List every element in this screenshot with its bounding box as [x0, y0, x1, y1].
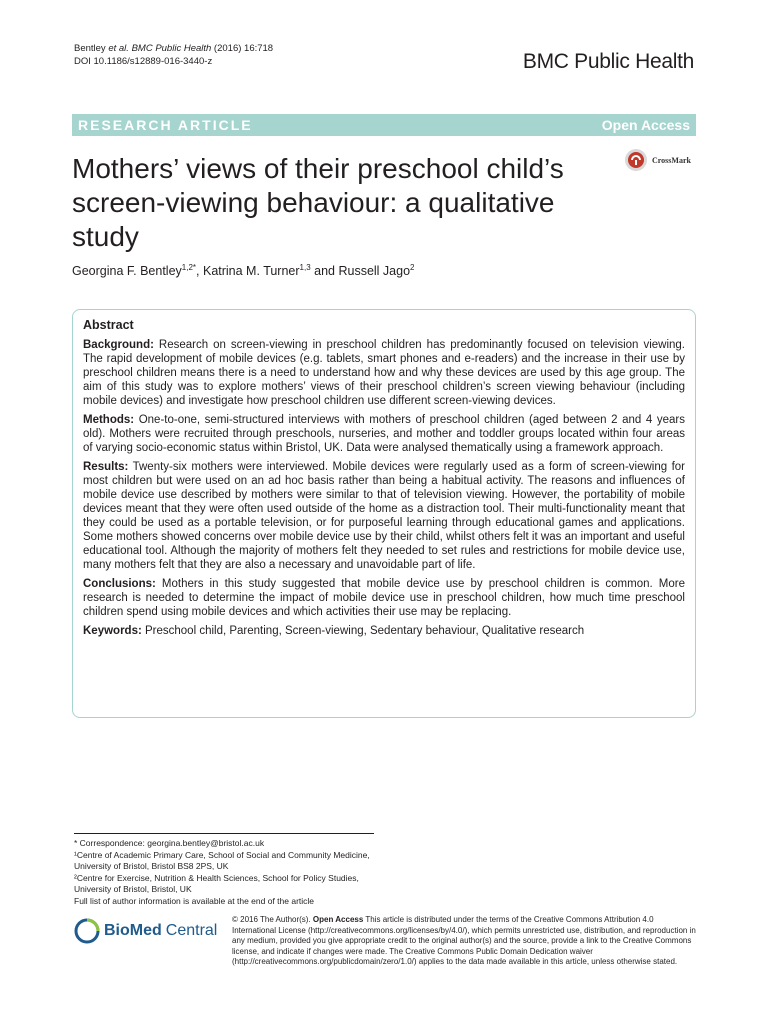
- section-label: Conclusions:: [83, 578, 156, 590]
- article-type-banner: [72, 114, 696, 136]
- author-info-note: Full list of author information is available at the end of the article: [74, 895, 315, 906]
- correspondence: * Correspondence: georgina.bentley@bristol.ac.uk: [74, 838, 265, 848]
- abstract-box: [72, 309, 696, 718]
- author-1: Georgina F. Bentley: [72, 264, 182, 279]
- cite-journal: et al. BMC Public Health: [108, 43, 212, 54]
- crossmark-label: CrossMark: [652, 155, 691, 165]
- journal-name: BMC Public Health: [522, 50, 694, 73]
- publisher-bio: BioMed: [104, 922, 162, 939]
- open-access-label: Open Access: [601, 117, 690, 133]
- section-label: Results:: [83, 461, 129, 473]
- section-text: Twenty-six mothers were interviewed. Mobile devices were regularly used as a form of screen-viewing for most children but were used on an ad hoc basis rather than being a habitual activity. The reasons and influences of mobile device use described by mothers were similar to that of television viewing. However, the portability of mobile devices meant that they were often used outside of the home as a distraction tool. Their multi-functionality meant that they could be used as a portable television, or for purposeful learning through educational games and applications. Some mothers showed concerns over mobile device use by their child, whilst others felt it was an important and useful educational tool. Although the majority of mothers felt they needed to set rules and restrictions for mobile device use, many mothers felt that they are also a necessary and unavoidable part of life.: [83, 461, 685, 571]
- publisher-central: Central: [165, 922, 218, 939]
- abstract-keywords: [83, 624, 685, 638]
- author-3: and Russell Jago: [310, 264, 411, 279]
- section-label: Methods:: [83, 414, 135, 426]
- section-text: Research on screen-viewing in preschool children has predominantly focused on television viewing. The rapid development of mobile devices (e.g. tablets, smart phones and e-readers) and the increase in their use by preschool children means there is a need to understand how and why these devices are used by this age group. The aim of this study was to explore mothers’ views of their preschool children’s screen viewing behaviour (including mobile devices) and investigate how preschool children use different screen-viewing devices.: [83, 339, 685, 407]
- publisher-logo: [74, 918, 217, 944]
- footnote-divider: [74, 833, 374, 834]
- article-title: Mothers’ views of their preschool child’s screen-viewing behaviour: a qualitative study: [72, 153, 564, 252]
- author-2: , Katrina M. Turner: [196, 264, 300, 279]
- abstract-methods: [83, 413, 685, 455]
- section-text: One-to-one, semi-structured interviews with mothers of preschool children (aged between 2 and 4 years old). Mothers were recruited through preschools, nurseries, and mother and toddler groups located within four areas of varying socio-economic status within Bristol, UK. Data were analysed thematically using a framework approach.: [83, 414, 685, 454]
- footnotes: [74, 838, 374, 907]
- crossmark-badge[interactable]: [624, 148, 691, 172]
- doi: DOI 10.1186/s12889-016-3440-z: [74, 56, 213, 67]
- author-2-affil: 1,3: [299, 263, 311, 272]
- citation-header: [74, 42, 273, 68]
- license-text: This article is distributed under the terms of the Creative Commons Attribution 4.0 International License (http://creativecommons.org/licenses/by/4.0/), which permits unrestricted use, distribution, and reproduction in any medium, provided you give appropriate credit to the original author(s) and the source, provide a link to the Creative Commons license, and indicate if changes were made. The Creative Commons Public Domain Dedication waiver (http://creativecommons.org/publicdomain/zero/1.0/) applies to the data made available in this article, unless otherwise stated.: [232, 915, 696, 966]
- affiliation-1: ¹Centre of Academic Primary Care, School of Social and Community Medicine, University of Bristol, Bristol BS8 2PS, UK: [74, 849, 370, 871]
- section-label: Keywords:: [83, 625, 142, 637]
- biomed-central-logo-icon: [74, 918, 100, 944]
- section-text: Preschool child, Parenting, Screen-viewing, Sedentary behaviour, Qualitative research: [141, 625, 585, 637]
- license-notice: [232, 915, 696, 968]
- author-3-affil: 2: [410, 263, 415, 272]
- author-list: [72, 263, 415, 278]
- abstract-background: [83, 338, 685, 408]
- open-access-bold: Open Access: [312, 915, 364, 924]
- section-label: Background:: [83, 339, 154, 351]
- abstract-heading: Abstract: [83, 318, 134, 332]
- abstract-results: [83, 460, 685, 572]
- cite-year: (2016) 16:718: [211, 43, 274, 54]
- crossmark-icon: [624, 148, 648, 172]
- abstract-conclusions: [83, 577, 685, 619]
- copyright: © 2016 The Author(s).: [232, 915, 313, 924]
- article-type: RESEARCH ARTICLE: [78, 117, 253, 133]
- author-1-affil: 1,2*: [181, 263, 197, 272]
- affiliation-2: ²Centre for Exercise, Nutrition & Health Sciences, School for Policy Studies, University of Bristol, Bristol, UK: [74, 872, 359, 894]
- cite-authors: Bentley: [74, 43, 109, 54]
- section-text: Mothers in this study suggested that mobile device use by preschool children is common. More research is needed to determine the impact of mobile device use in preschool children, how much time preschool children spend using mobile devices and which activities their use may be replacing.: [83, 578, 685, 618]
